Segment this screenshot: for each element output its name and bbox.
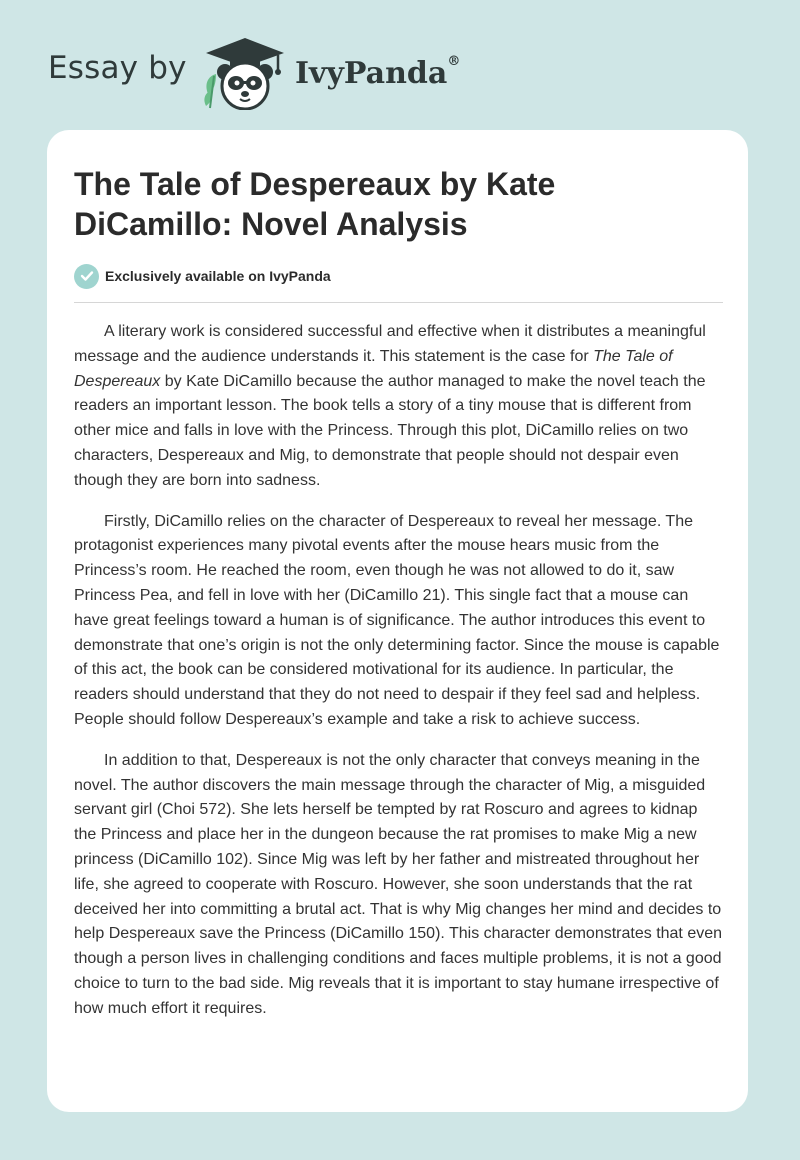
paragraph-1-rest: by Kate DiCamillo because the author managed to make the novel teach the readers an important lesson. The book tells a story of a tiny mouse that is different from other mice and falls in love with the Princess. Through this plot, DiCamillo relies on two characters, Despereaux and Mig, to demonstrate that people should not despair even though they are born into sadness.: [74, 372, 706, 489]
paragraph-2: Firstly, DiCamillo relies on the character of Despereaux to reveal her message. The protagonist experiences many pivotal events after the mouse hears music from the Princess’s room. He reached the room, even though he was not allowed to do it, saw Princess Pea, and fell in love with her (DiCamillo 21). This single fact that a mouse can have great feelings toward a human is of significance. The author introduces this event to demonstrate that one’s origin is not the only determining factor. Since the mouse is capable of this act, the book can be considered motivational for its audience. In particular, the readers should understand that they do not need to despair if they feel sad and helpless. People should follow Despereaux’s example and take a risk to achieve success.: [74, 512, 720, 728]
panda-graduate-logo-icon[interactable]: [200, 36, 290, 110]
brand-name-text: IvyPanda: [295, 56, 448, 91]
paragraph-1-intro: A literary work is considered successful and effective when it distributes a meaningful message and the audience understands it. This statement is the case for: [74, 323, 706, 365]
divider: [74, 302, 723, 303]
registered-mark: ®: [447, 54, 461, 69]
brand-name[interactable]: [295, 54, 460, 91]
check-icon: [74, 264, 99, 289]
paragraph-1: [74, 320, 724, 494]
book-title-italic: The Tale of Despereaux: [74, 347, 673, 390]
paragraph-3: In addition to that, Despereaux is not the only character that conveys meaning in the novel. The author discovers the main message through the character of Mig, a misguided servant girl (Choi 572). She lets herself be tempted by rat Roscuro and agrees to kidnap the Princess and place her in the dungeon because the rat promises to make Mig a new princess (DiCamillo 102). Since Mig was left by her father and mistreated throughout her life, she agreed to cooperate with Roscuro. However, she soon understands that the rat deceived her into committing a brutal act. That is why Mig changes her mind and decides to help Despereaux save the Princess (DiCamillo 150). This character demonstrates that even though a person lives in challenging conditions and faces multiple problems, it is not a good choice to turn to the bad side. Mig reveals that it is important to stay humane irrespective of how much effort it requires.: [74, 751, 723, 1017]
site-header: [0, 0, 800, 130]
essay-title: The Tale of Despereaux by Kate DiCamillo: Novel Analysis: [74, 166, 556, 242]
essay-body: [74, 320, 724, 1038]
exclusive-label: Exclusively available on IvyPanda: [105, 268, 331, 284]
essay-by-label: Essay by: [48, 50, 187, 86]
essay-card: [47, 130, 748, 1112]
exclusive-badge-row: [74, 263, 331, 289]
